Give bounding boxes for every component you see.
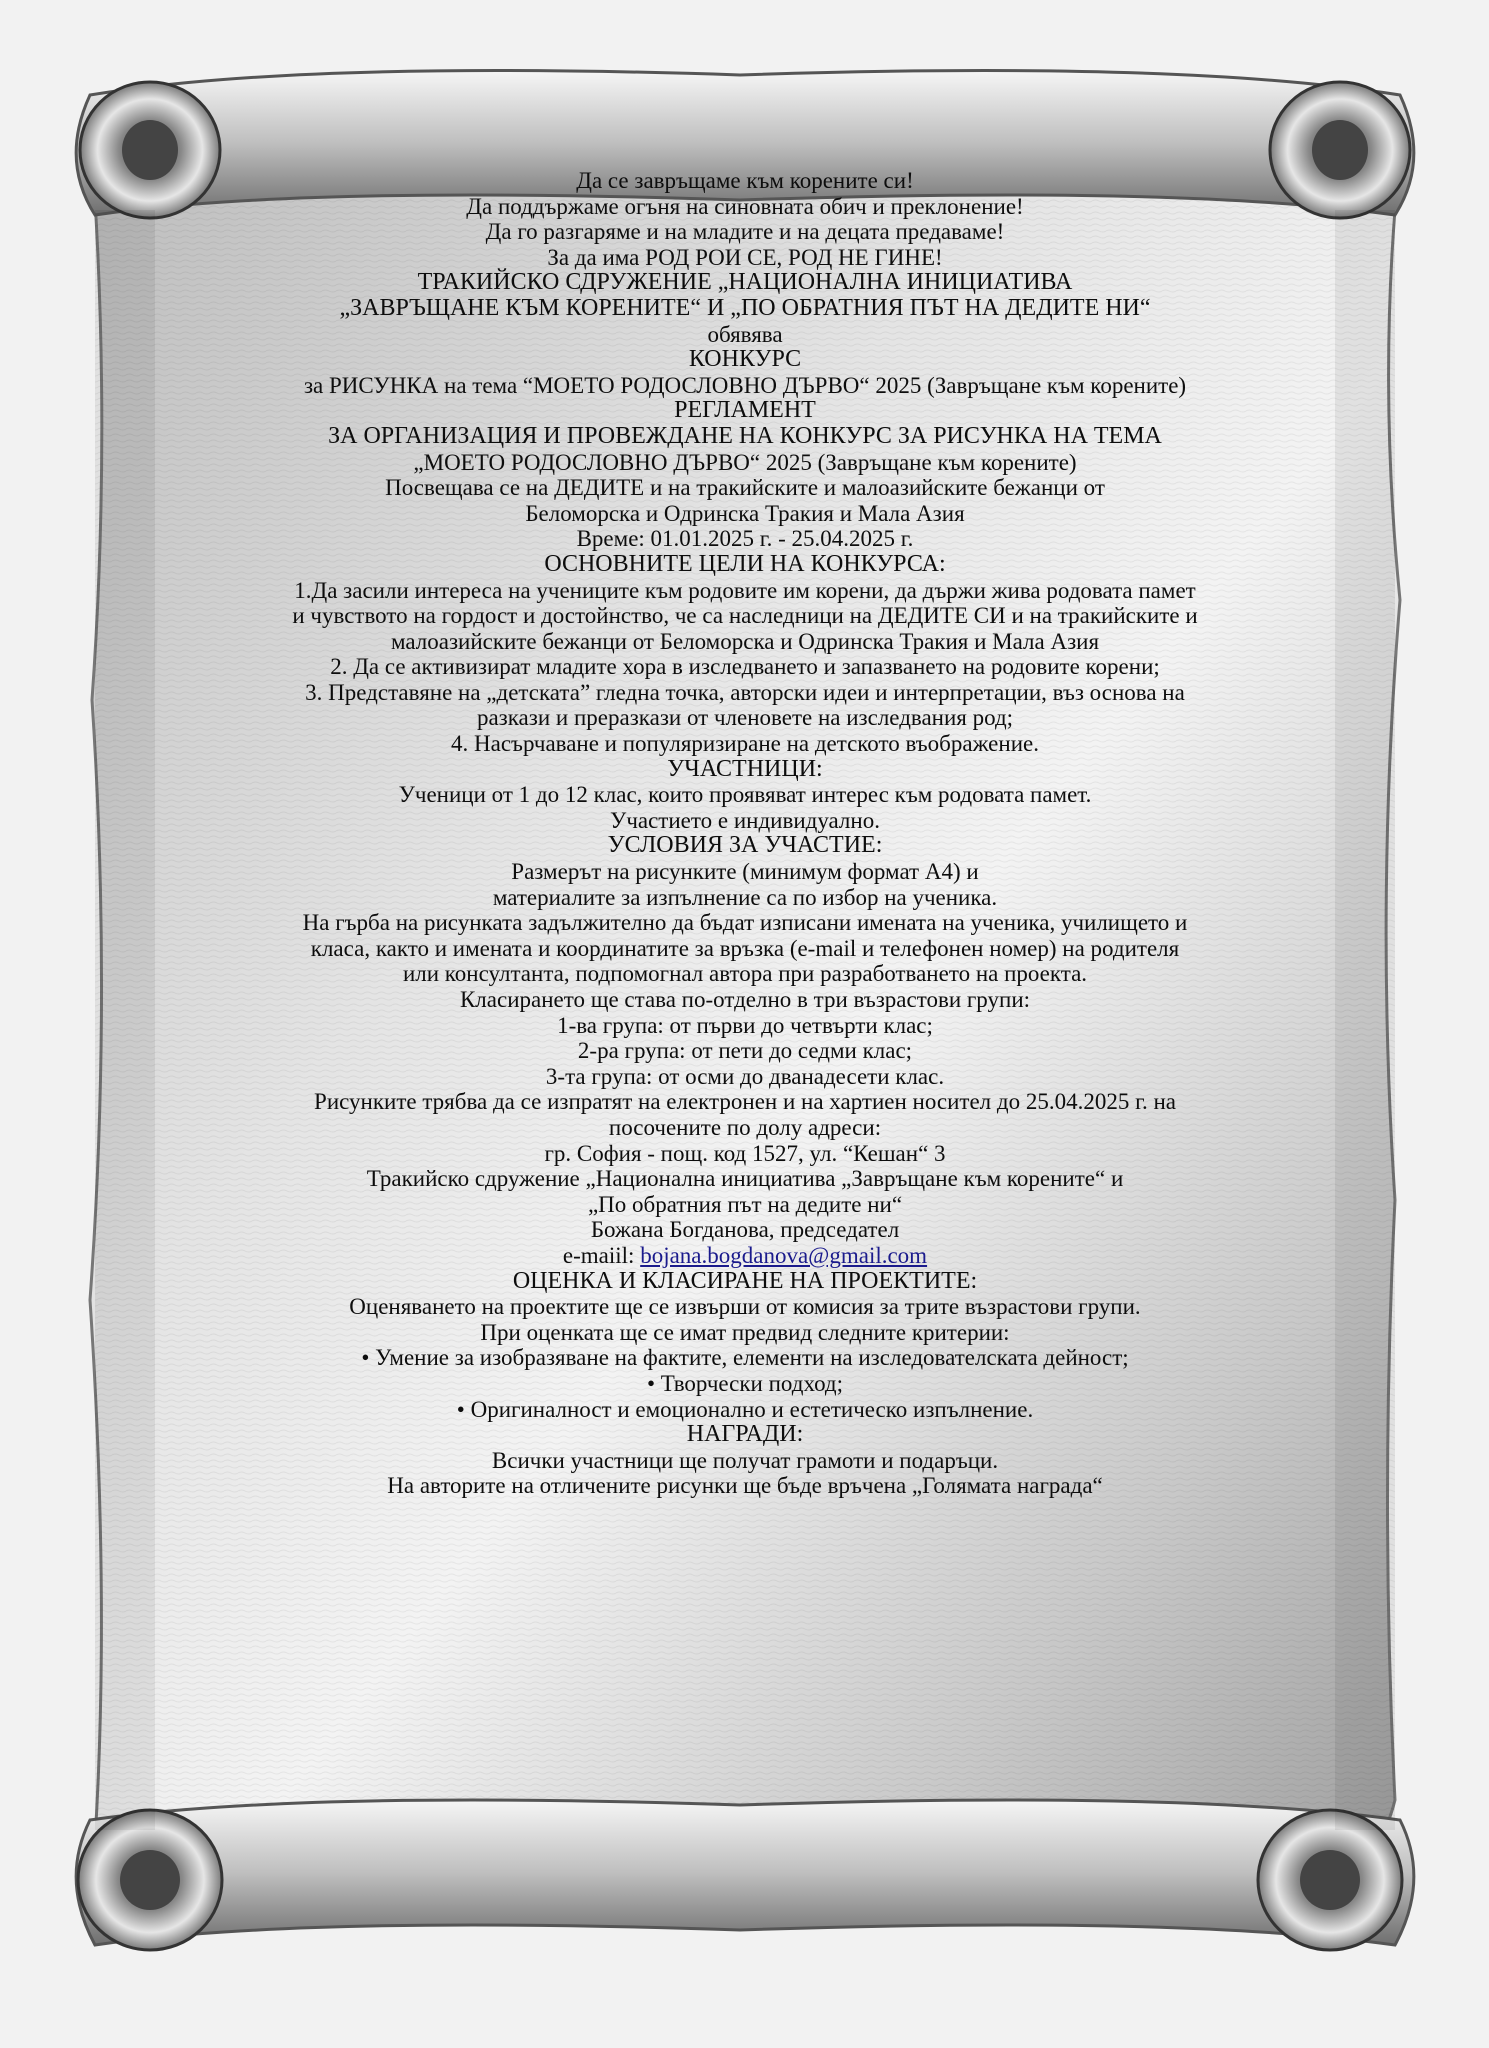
doc-line-23: 4. Насърчаване и популяризиране на детското въображение. bbox=[451, 731, 1039, 757]
doc-line-25: Ученици от 1 до 12 клас, които проявяват интерес към родовата памет. bbox=[398, 782, 1092, 808]
doc-line-22: разкази и преразкази от членовете на изследвания род; bbox=[476, 705, 1014, 731]
doc-line-13: Посвещава се на ДЕДИТЕ и на тракийските и малоазийските бежанци от bbox=[385, 475, 1105, 501]
doc-line-37: Рисунките трябва да се изпратят на електронен и на хартиен носител до 25.04.2025 г. на bbox=[314, 1089, 1176, 1115]
doc-line-17: 1.Да засили интереса на учениците към родовите им корени, да държи жива родовата памет bbox=[294, 577, 1196, 603]
doc-line-51: На авторите на отличените рисунки ще бъде връчена „Голямата награда“ bbox=[387, 1473, 1103, 1499]
doc-line-3: Да го разгаряме и на младите и на децата предаваме! bbox=[485, 219, 1005, 245]
doc-line-7: обявява bbox=[707, 321, 783, 347]
doc-line-49: НАГРАДИ: bbox=[686, 1421, 804, 1448]
doc-line-15: Време: 01.01.2025 г. - 25.04.2025 г. bbox=[576, 526, 914, 552]
doc-line-42: Божана Богданова, председател bbox=[590, 1217, 900, 1243]
doc-line-28: Размерът на рисунките (минимум формат А4) и bbox=[511, 859, 979, 885]
doc-line-18: и чувството на гордост и достойнство, че са наследници на ДЕДИТЕ СИ и на тракийските и bbox=[292, 603, 1198, 629]
doc-line-48: • Оригиналност и емоционално и естетическо изпълнение. bbox=[456, 1396, 1034, 1422]
announcement-text bbox=[150, 168, 1340, 1499]
doc-line-24: УЧАСТНИЦИ: bbox=[667, 755, 823, 782]
doc-line-21: 3. Представяне на „детската” гледна точка, авторски идеи и интерпретации, въз основа на bbox=[305, 679, 1185, 705]
doc-line-29: материалите за изпълнение са по избор на ученика. bbox=[492, 884, 998, 910]
doc-line-39: гр. София - пощ. код 1527, ул. “Кешан“ 3 bbox=[544, 1140, 946, 1166]
doc-line-43: ОЦЕНКА И КЛАСИРАНЕ НА ПРОЕКТИТЕ: bbox=[512, 1267, 978, 1294]
doc-line-45: При оценката ще се имат предвид следните критерии: bbox=[480, 1319, 1010, 1345]
doc-line-35: 2-ра група: от пети до седми клас; bbox=[577, 1038, 913, 1064]
doc-line-14: Беломорска и Одринска Тракия и Мала Азия bbox=[525, 500, 965, 526]
doc-line-10: РЕГЛАМЕНТ bbox=[674, 397, 816, 424]
email-line bbox=[150, 1243, 1340, 1269]
doc-line-20: 2. Да се активизират младите хора в изследването и запазването на родовите корени; bbox=[330, 654, 1160, 680]
doc-line-2: Да поддържаме огъня на синовната обич и преклонение! bbox=[466, 193, 1024, 219]
doc-line-41: „По обратния път на дедите ни“ bbox=[587, 1191, 903, 1217]
doc-line-9: за РИСУНКА на тема “МОЕТО РОДОСЛОВНО ДЪРВО“ 2025 (Завръщане към корените) bbox=[303, 372, 1187, 398]
doc-line-6: „ЗАВРЪЩАНЕ КЪМ КОРЕНИТЕ“ И „ПО ОБРАТНИЯ ПЪТ НА ДЕДИТЕ НИ“ bbox=[339, 294, 1151, 321]
doc-line-30: На гърба на рисунката задължително да бъдат изписани имената на ученика, училището и bbox=[302, 910, 1188, 936]
doc-line-8: КОНКУРС bbox=[688, 346, 802, 373]
doc-line-34: 1-ва група: от първи до четвърти клас; bbox=[557, 1012, 933, 1038]
doc-line-44: Оценяването на проектите ще се извърши от комисия за трите възрастови групи. bbox=[349, 1294, 1141, 1320]
email-label: e-maiil: bbox=[562, 1242, 641, 1268]
doc-line-36: 3-та група: от осми до дванадесети клас. bbox=[545, 1063, 945, 1089]
doc-line-33: Класирането ще става по-отделно в три възрастови групи: bbox=[459, 987, 1031, 1012]
doc-line-40: Тракийско сдружение „Национална инициатива „Завръщане към корените“ и bbox=[366, 1166, 1124, 1192]
doc-line-32: или консултанта, подпомогнал автора при разработването на проекта. bbox=[402, 961, 1088, 987]
doc-line-47: • Творчески подход; bbox=[646, 1370, 844, 1396]
doc-line-19: малоазийските бежанци от Беломорска и Одринска Тракия и Мала Азия bbox=[390, 628, 1100, 654]
doc-line-11: ЗА ОРГАНИЗАЦИЯ И ПРОВЕЖДАНЕ НА КОНКУРС ЗА РИСУНКА НА ТЕМА bbox=[328, 422, 1162, 449]
doc-line-12: „МОЕТО РОДОСЛОВНО ДЪРВО“ 2025 (Завръщане към корените) bbox=[413, 449, 1077, 475]
doc-line-26: Участието е индивидуално. bbox=[610, 807, 880, 833]
doc-line-31: класа, както и имената и координатите за връзка (e-mail и телефонен номер) на родителя bbox=[310, 935, 1180, 961]
doc-line-38: посочените по долу адреси: bbox=[608, 1114, 882, 1140]
doc-line-1: Да се завръщаме към корените си! bbox=[576, 168, 914, 193]
doc-line-50: Всички участници ще получат грамоти и подаръци. bbox=[491, 1447, 999, 1473]
doc-line-16: ОСНОВНИТЕ ЦЕЛИ НА КОНКУРСА: bbox=[544, 550, 946, 577]
doc-line-27: УСЛОВИЯ ЗА УЧАСТИЕ: bbox=[607, 832, 883, 859]
doc-line-46: • Умение за изобразяване на фактите, елементи на изследователската дейност; bbox=[361, 1345, 1129, 1371]
email-link[interactable]: bojana.bogdanova@gmail.com bbox=[640, 1242, 928, 1268]
doc-line-5: ТРАКИЙСКО СДРУЖЕНИЕ „НАЦИОНАЛНА ИНИЦИАТИВА bbox=[417, 269, 1073, 296]
doc-line-4: За да има РОД РОИ СЕ, РОД НЕ ГИНЕ! bbox=[547, 244, 943, 270]
